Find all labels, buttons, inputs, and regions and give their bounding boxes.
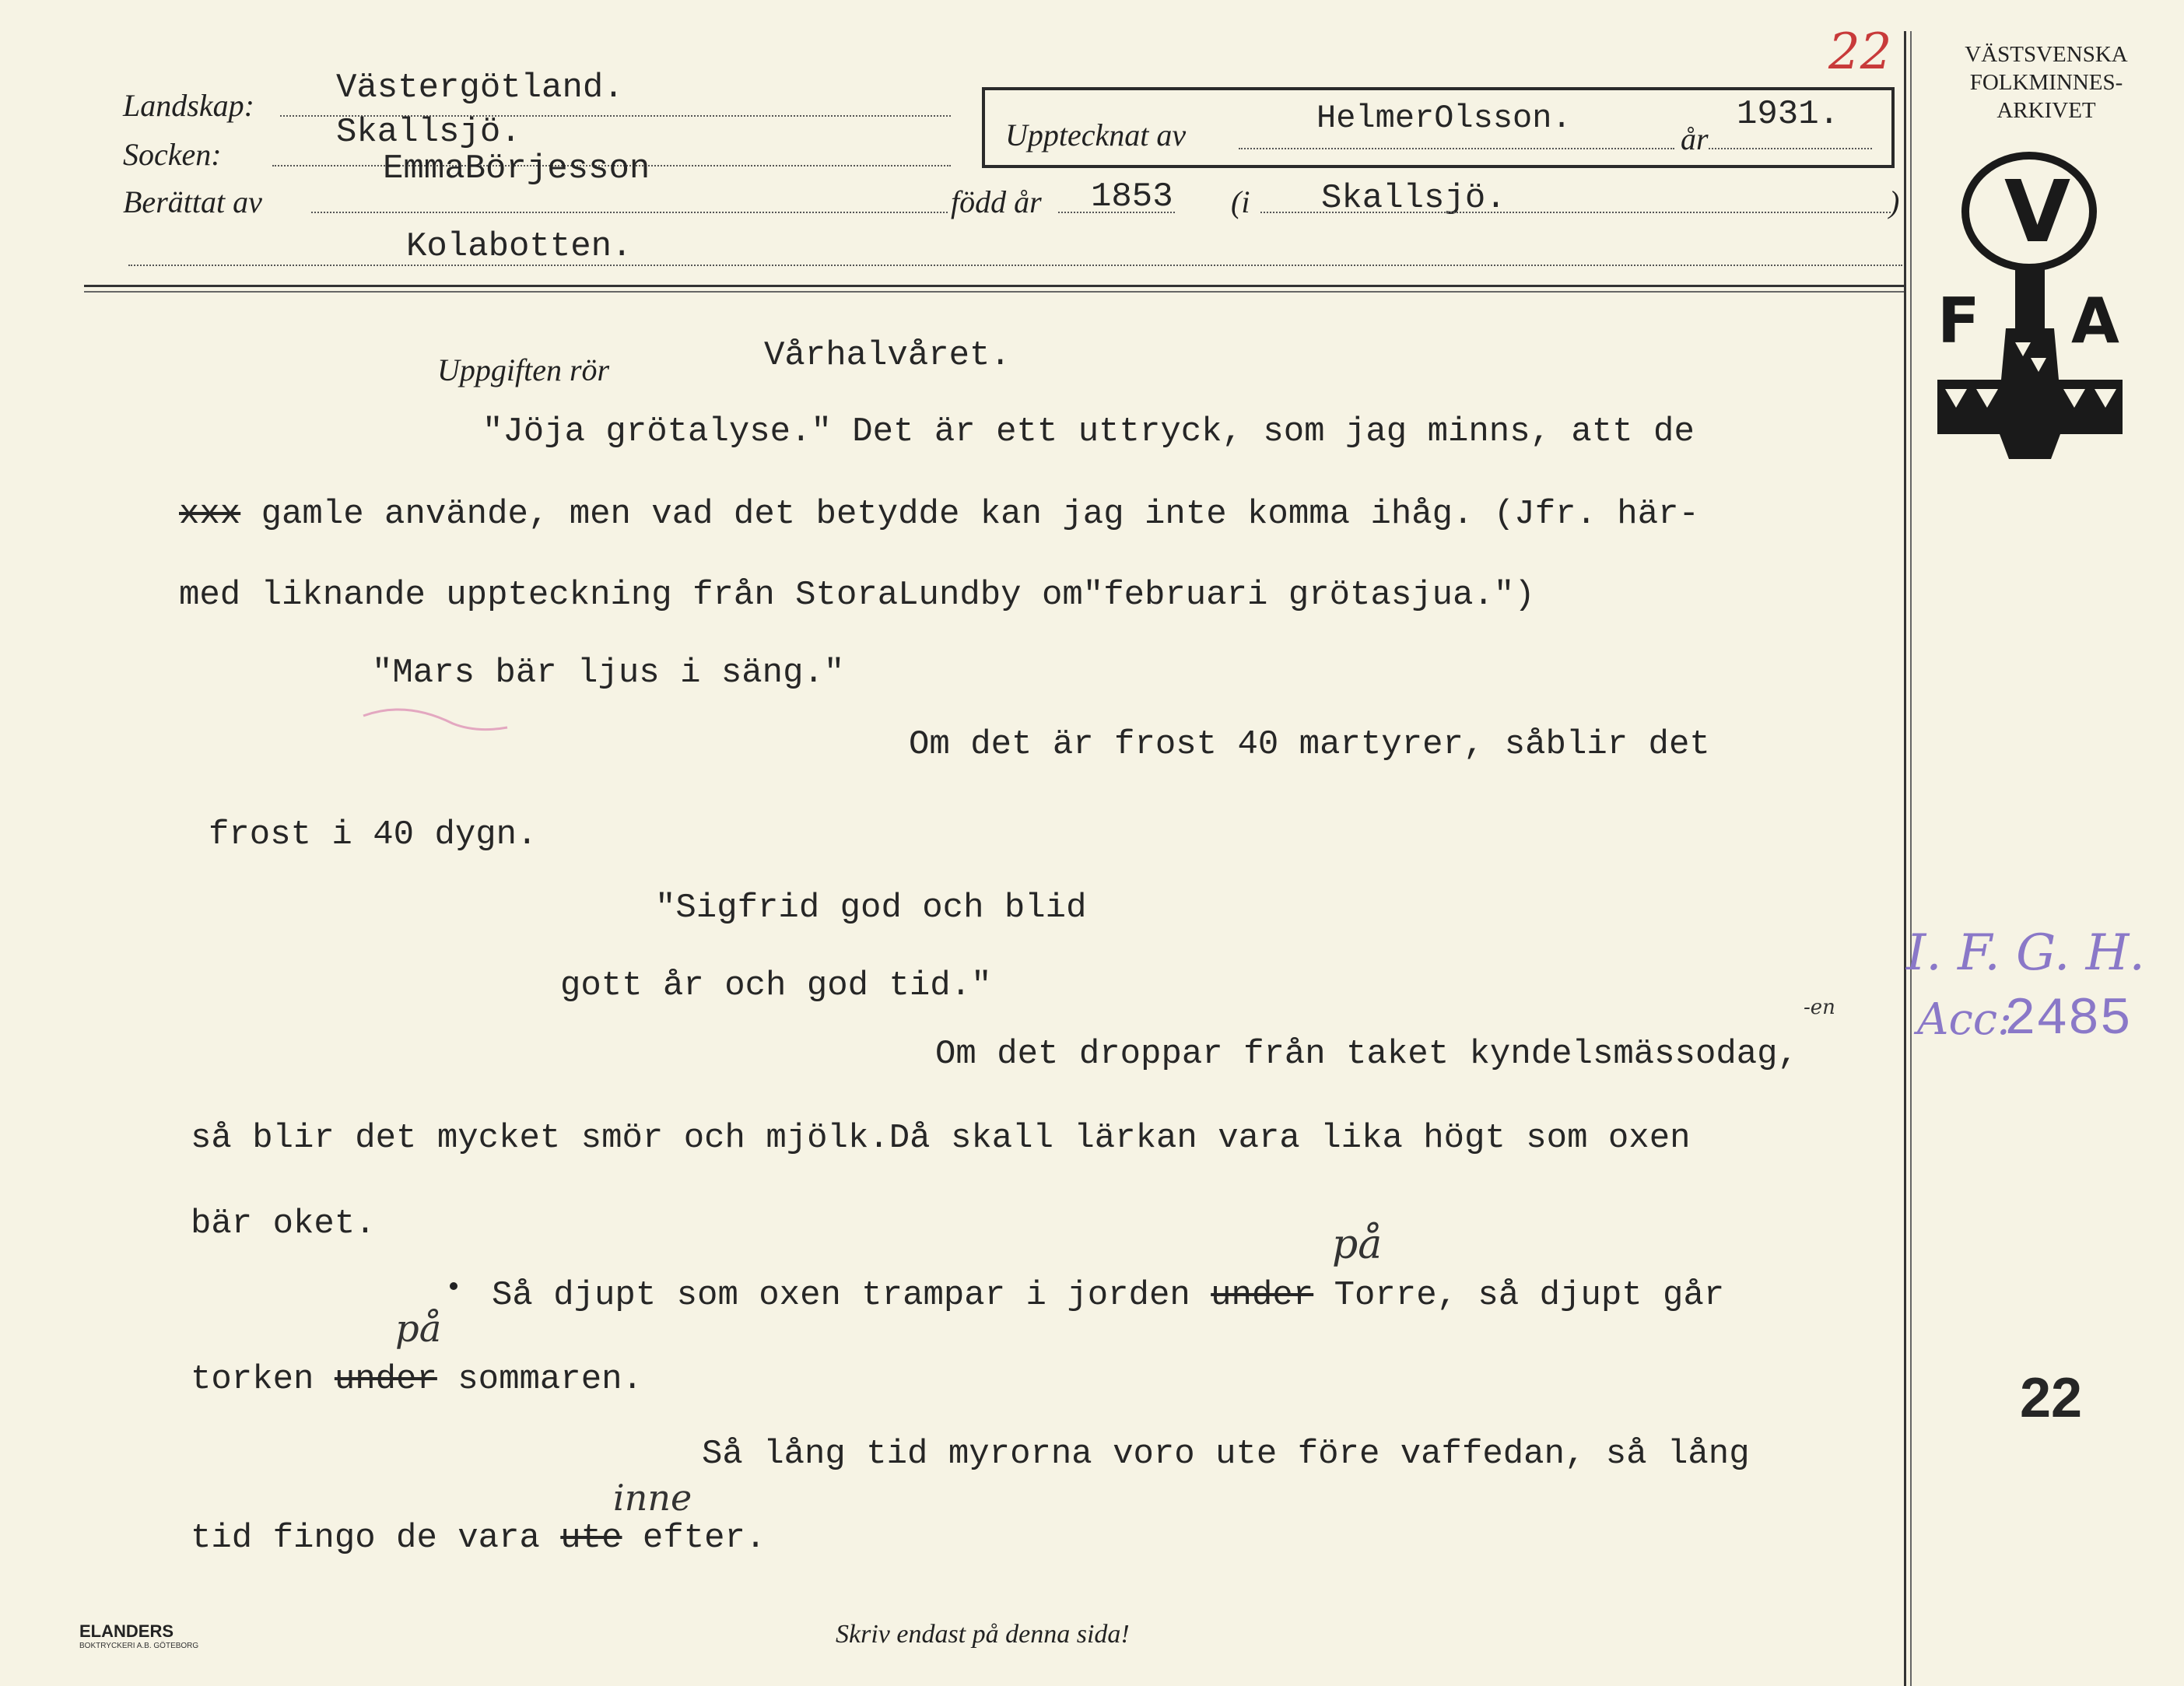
i-value: Skallsjö. — [1321, 179, 1506, 218]
i-dotted-line — [1260, 212, 1891, 213]
text-line-2 — [179, 495, 1699, 534]
upptecknat-label: Upptecknat av — [1005, 117, 1187, 152]
printer-mark: ELANDERS — [79, 1621, 174, 1641]
archive-title — [1922, 40, 2171, 124]
text-line-9: Om det droppar från taket kyndelsmässodag, — [935, 1035, 1798, 1074]
header-dotted-line — [128, 265, 1902, 266]
text-line-15-a: tid fingo de vara — [191, 1519, 561, 1558]
page-number: 22 — [2020, 1367, 2083, 1429]
text-line-11: bär oket. — [191, 1204, 376, 1243]
text-line-12 — [492, 1276, 1724, 1315]
struck-word: ute — [560, 1519, 622, 1558]
header-rule — [84, 285, 1905, 287]
berattat-dotted-line — [311, 212, 948, 213]
socken-label: Socken: — [123, 137, 222, 172]
archive-title-line1: VÄSTSVENSKA — [1965, 42, 2128, 67]
pink-pencil-mark-icon — [359, 692, 515, 739]
text-line-15-b: efter. — [622, 1519, 766, 1558]
bullet-dot — [450, 1282, 457, 1290]
struck-word: xxx — [179, 495, 241, 534]
berattat-place: Kolabotten. — [406, 227, 633, 266]
logo-a-letter: A — [2071, 285, 2119, 357]
text-line-8: gott år och god tid." — [560, 966, 992, 1005]
pencil-correction-pa-2: på — [395, 1307, 442, 1351]
upptecknat-dotted-line — [1239, 148, 1674, 149]
uppgiften-label: Uppgiften rör — [437, 352, 610, 387]
red-page-mark: 22 — [1828, 23, 1892, 81]
fodd-label: född år — [951, 184, 1042, 219]
pencil-correction-inne: inne — [613, 1477, 692, 1519]
text-line-1: "Jöja grötalyse." Det är ett uttryck, som jag minns, att de — [482, 412, 1695, 451]
fodd-dotted-line — [1058, 212, 1175, 213]
text-line-13-a: torken — [191, 1360, 335, 1399]
close-paren: ) — [1889, 184, 1900, 219]
text-line-10: så blir det mycket smör och mjölk.Då skall lärkan vara lika högt som oxen — [191, 1119, 1691, 1158]
text-line-7: "Sigfrid god och blid — [655, 889, 1087, 927]
acc-number: 2485 — [2004, 990, 2132, 1050]
archive-stamp-ifgh: I. F. G. H. — [1906, 924, 2145, 982]
header-rule-thin — [84, 291, 1905, 293]
text-line-12-a: Så djupt som oxen trampar i jorden — [492, 1276, 1211, 1315]
text-line-6: frost i 40 dygn. — [209, 815, 538, 854]
logo-f-letter: F — [1937, 285, 1980, 357]
berattat-value: EmmaBörjesson — [383, 149, 650, 188]
text-line-3: med liknande uppteckning från StoraLundby om"februari grötasjua.") — [179, 576, 1535, 615]
archive-title-line2: FOLKMINNES- — [1969, 70, 2123, 95]
ar-value: 1931. — [1737, 95, 1840, 134]
landskap-label: Landskap: — [123, 88, 254, 123]
struck-word: under — [1211, 1276, 1314, 1315]
margin-rule — [1904, 31, 1906, 1686]
margin-rule-thin — [1910, 31, 1912, 1686]
text-line-5: Om det är frost 40 martyrer, såblir det — [909, 725, 1710, 764]
upptecknat-value: HelmerOlsson. — [1316, 100, 1572, 137]
uppgiften-value: Vårhalvåret. — [764, 336, 1011, 375]
text-line-12-b: Torre, så djupt går — [1313, 1276, 1725, 1315]
text-line-14: Så lång tid myrorna voro ute före vaffedan, så lång — [702, 1435, 1750, 1474]
footer-instruction: Skriv endast på denna sida! — [836, 1620, 1130, 1649]
acc-label: Acc: — [1917, 994, 2013, 1045]
text-line-13-b: sommaren. — [436, 1360, 643, 1399]
struck-word: under — [334, 1360, 437, 1399]
archive-title-line3: ARKIVET — [1996, 98, 2096, 123]
ar-label: år — [1681, 121, 1709, 156]
text-line-13 — [191, 1360, 643, 1399]
ar-dotted-line — [1709, 148, 1872, 149]
text-line-15 — [191, 1519, 766, 1558]
landskap-value: Västergötland. — [336, 68, 624, 107]
socken-value: Skallsjö. — [336, 113, 521, 152]
text-line-4: "Mars bär ljus i säng." — [372, 654, 845, 692]
berattat-label: Berättat av — [123, 184, 262, 219]
i-label: (i — [1231, 184, 1250, 219]
text-line-2-content: gamle använde, men vad det betydde kan jag inte komma ihåg. (Jfr. här- — [240, 495, 1699, 534]
pencil-correction-pa-1: på — [1332, 1222, 1383, 1268]
printer-sub: BOKTRYCKERI A.B. GÖTEBORG — [79, 1642, 199, 1650]
logo-v-letter: V — [2004, 162, 2071, 261]
pencil-correction-en: -en — [1804, 996, 1835, 1019]
thors-hammer-logo-icon — [1922, 148, 2155, 459]
fodd-value: 1853 — [1091, 177, 1173, 216]
